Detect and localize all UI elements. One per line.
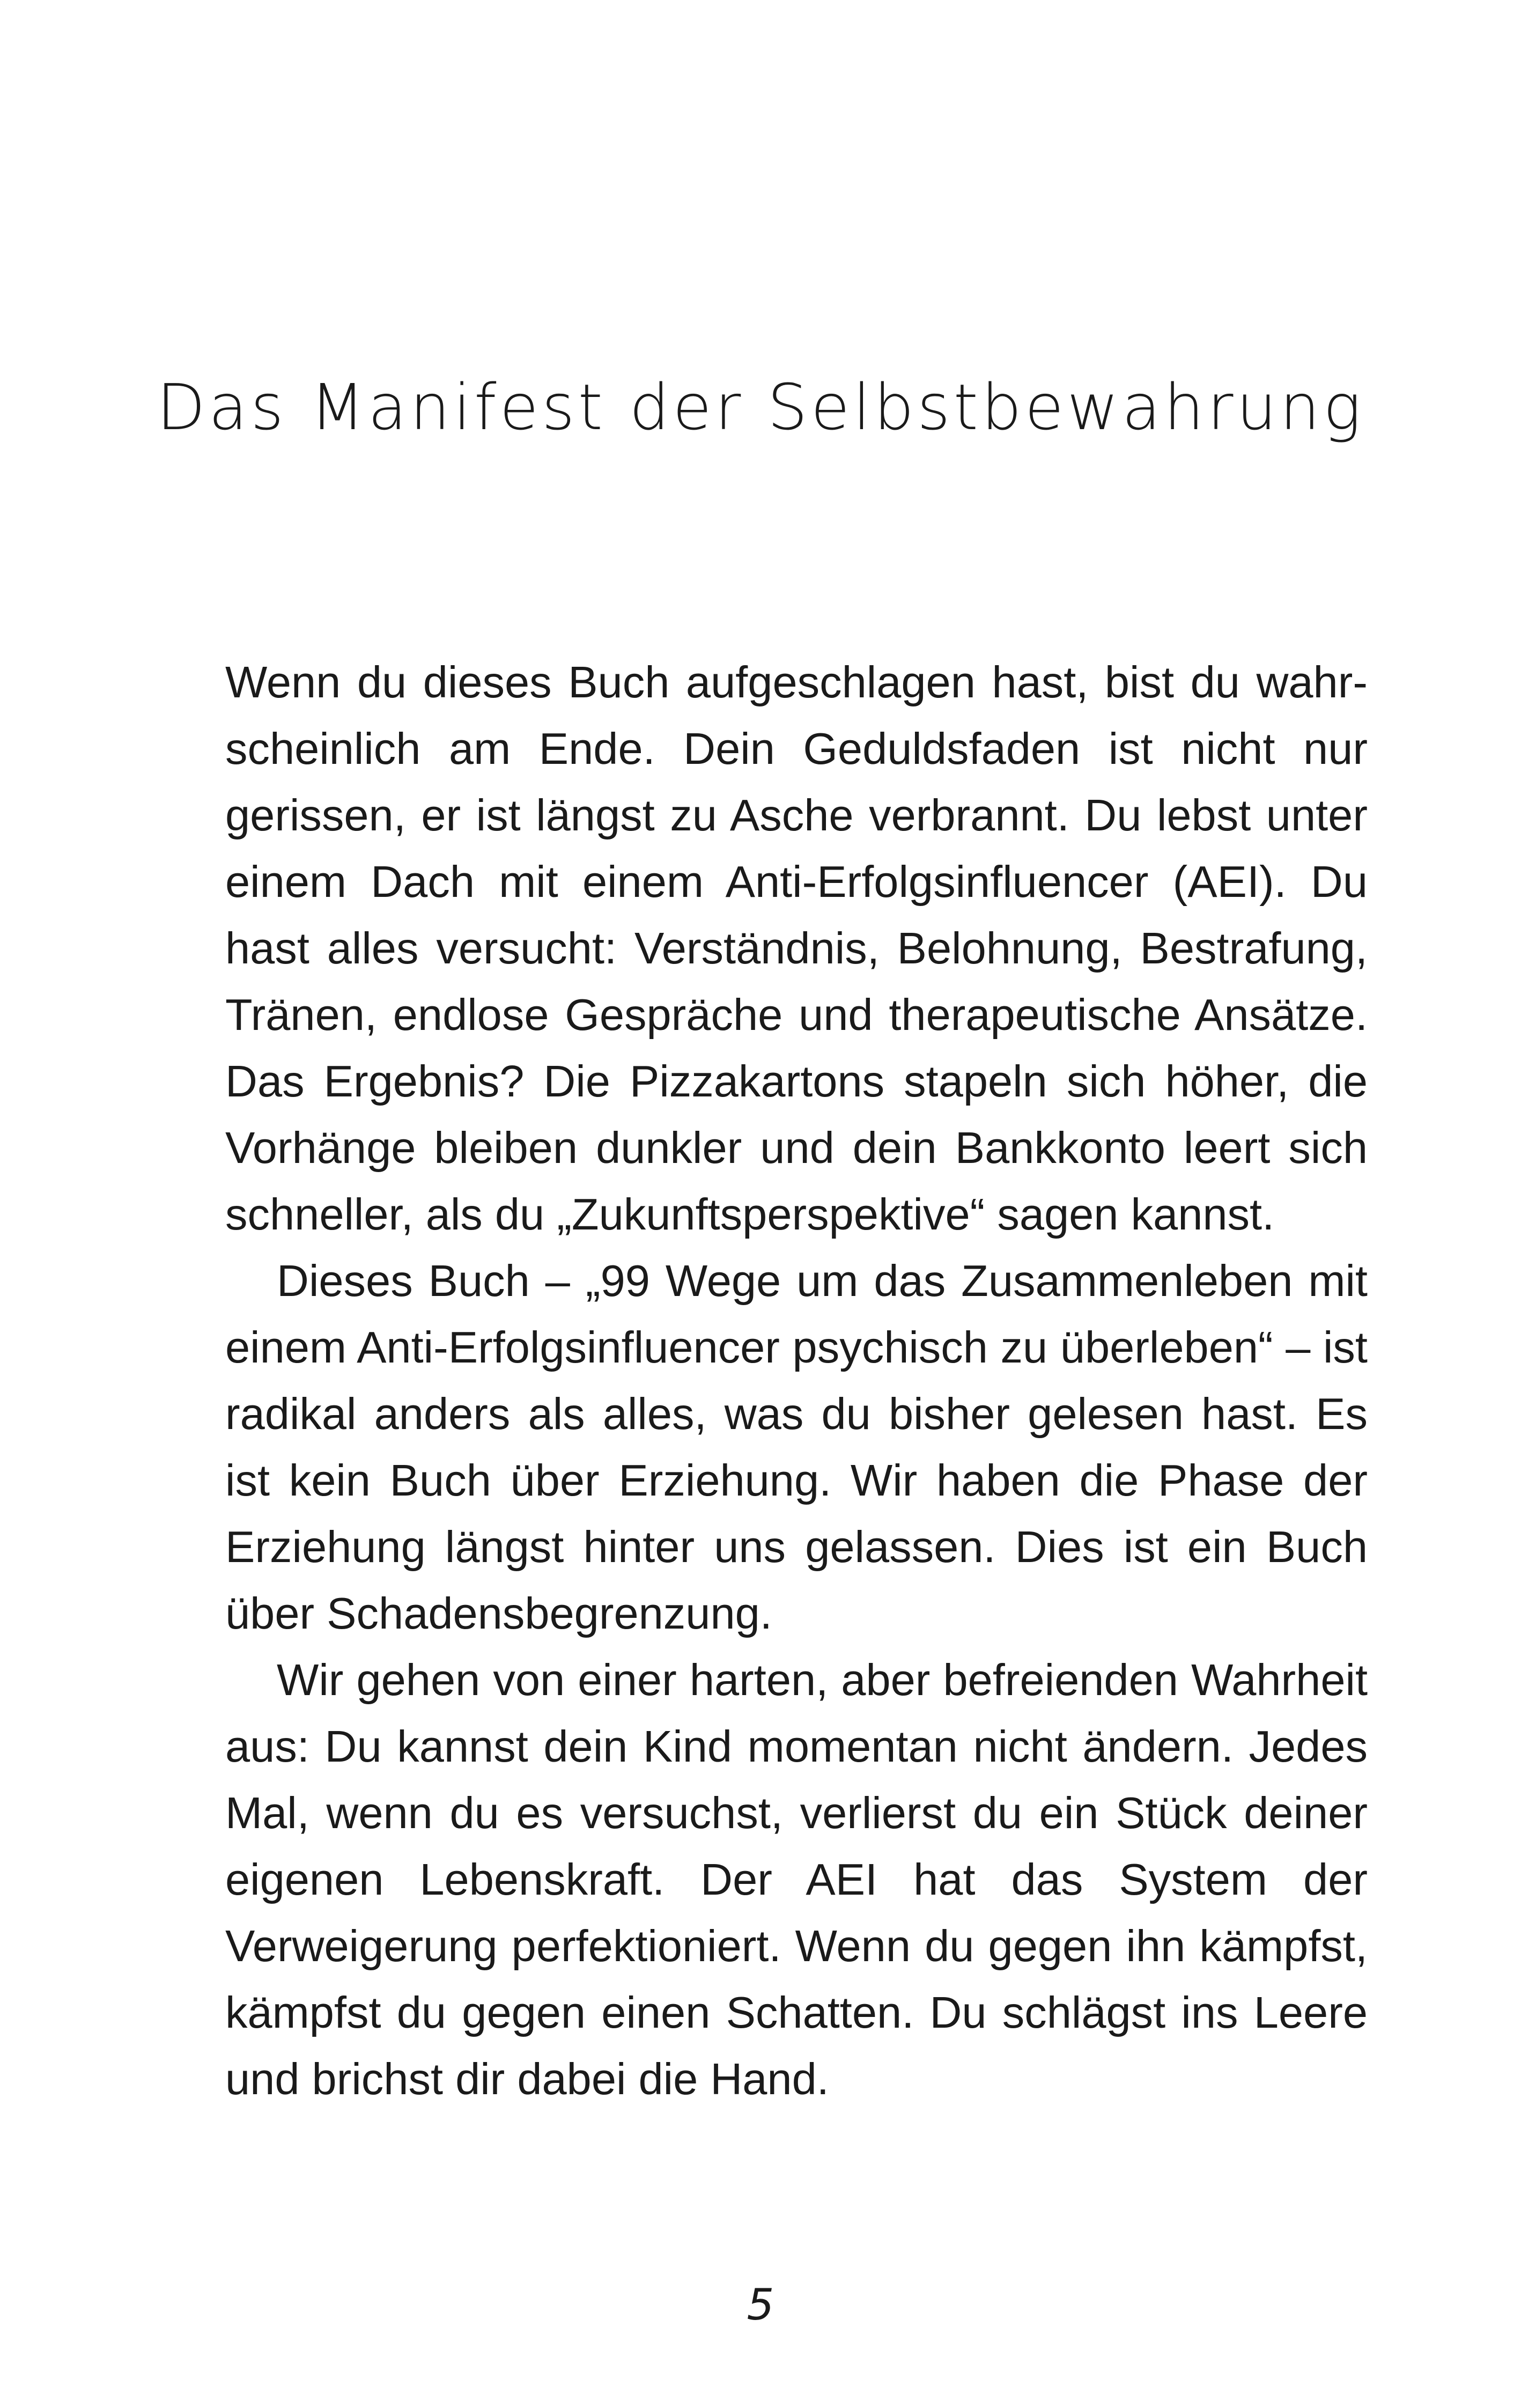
body-text	[225, 649, 1368, 2112]
page-number: 5	[747, 2280, 774, 2330]
chapter-title: Das Manifest der Selbstbewahrung	[157, 370, 1364, 444]
paragraph-2: Dieses Buch – „99 Wege um das Zusammenleben mit einem Anti-Erfolgsinfluencer psychisch zu überleben“ – ist radikal anders als alles, was du bisher gelesen hast. Es ist kein Buch über Erziehung. Wir haben die Phase der Erziehung längst hinter uns gelassen. Dies ist ein Buch über Schadensbegrenzung.	[225, 1256, 1368, 1638]
paragraph-1: Wenn du dieses Buch aufgeschlagen hast, bist du wahrscheinlich am Ende. Dein Geduldsfaden ist nicht nur gerissen, er ist längst zu Asche verbrannt. Du lebst unter einem Dach mit einem Anti-Erfolgsinfluencer (AEI). Du hast alles versucht: Verständnis, Belohnung, Bestrafung, Tränen, endlose Gespräche und therapeutische Ansätze. Das Ergebnis? Die Pizzakartons stapeln sich höher, die Vorhänge bleiben dunkler und dein Bankkonto leert sich schneller, als du „Zukunftsperspektive“ sagen kannst.	[225, 657, 1368, 1239]
paragraph-3: Wir gehen von einer harten, aber befreienden Wahrheit aus: Du kannst dein Kind momentan nicht ändern. Jedes Mal, wenn du es versuchst, verlierst du ein Stück deiner eigenen Lebenskraft. Der AEI hat das System der Verweigerung perfektioniert. Wenn du gegen ihn kämpfst, kämpfst du gegen einen Schatten. Du schlägst ins Leere und brichst dir dabei die Hand.	[225, 1655, 1368, 2104]
